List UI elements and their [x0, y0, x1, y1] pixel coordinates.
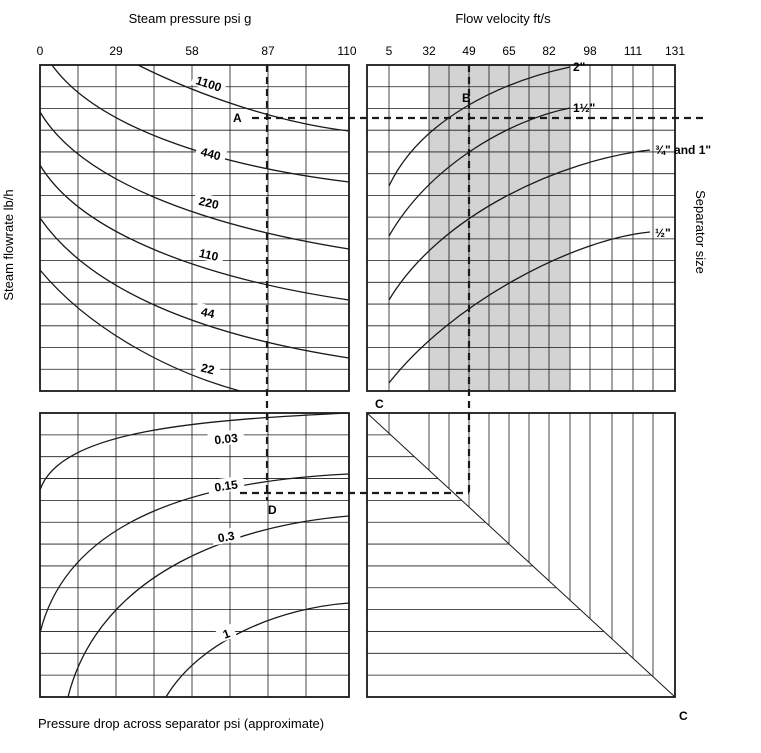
transfer-diagonal [367, 413, 675, 697]
flowrate-label-44: 44 [199, 304, 216, 322]
size-label-1-5in: 1½" [573, 101, 596, 115]
flowrate-curves [40, 65, 349, 391]
flowrate-label-1100: 1100 [194, 73, 224, 95]
pressure-tick-110: 110 [337, 44, 357, 58]
velocity-tick-32: 32 [422, 44, 436, 58]
steam-pressure-axis-title: Steam pressure psi g [128, 11, 252, 26]
velocity-tick-65: 65 [502, 44, 516, 58]
point-c-top-label: C [375, 397, 384, 411]
pressure-tick-87: 87 [261, 44, 275, 58]
separator-size-axis-title: Separator size [693, 190, 708, 274]
pressure-drop-curve-0-15 [40, 474, 349, 633]
pressure-drop-labels [207, 429, 245, 642]
flowrate-curve-220 [40, 112, 349, 249]
flowrate-curve-110 [40, 165, 349, 300]
pressure-drop-label-0-03: 0.03 [213, 430, 239, 448]
flowrate-curve-1100 [138, 65, 349, 131]
point-b-label: B [462, 91, 471, 105]
velocity-tick-111: 111 [623, 44, 643, 58]
size-label-0-75in-1in: ¾" and 1" [655, 143, 712, 157]
size-label-2in: 2" [573, 60, 586, 74]
flowrate-curve-labels [191, 71, 228, 378]
pressure-tick-58: 58 [185, 44, 199, 58]
flow-velocity-axis-title: Flow velocity ft/s [455, 11, 551, 26]
point-d-label: D [268, 503, 277, 517]
pressure-drop-curves [40, 413, 349, 697]
pressure-drop-label-0-15: 0.15 [213, 477, 239, 495]
size-label-0-5in: ½" [655, 226, 671, 240]
pressure-tick-29: 29 [109, 44, 123, 58]
velocity-tick-131: 131 [664, 44, 686, 58]
steam-flowrate-axis-title: Steam flowrate lb/h [1, 189, 16, 301]
pressure-drop-curve-0-3 [68, 516, 349, 697]
velocity-tick-82: 82 [542, 44, 556, 58]
chart-grids [40, 65, 675, 697]
point-a-label: A [233, 111, 242, 125]
velocity-tick-98: 98 [583, 44, 597, 58]
pressure-drop-curve-1 [166, 603, 349, 697]
velocity-tick-49: 49 [462, 44, 476, 58]
velocity-tick-5: 5 [385, 44, 393, 58]
flowrate-label-110: 110 [197, 245, 220, 264]
flowrate-label-440: 440 [199, 144, 223, 164]
pressure-drop-axis-title: Pressure drop across separator psi (approximate) [38, 716, 325, 731]
flowrate-label-22: 22 [199, 360, 216, 378]
pressure-tick-0: 0 [36, 44, 44, 58]
panel-steam-pressure [40, 65, 349, 391]
pressure-drop-label-1: 1 [220, 626, 232, 642]
flowrate-label-220: 220 [197, 193, 221, 213]
point-c-bottom-label: C [679, 709, 688, 723]
pressure-drop-label-0-3: 0.3 [216, 528, 236, 546]
